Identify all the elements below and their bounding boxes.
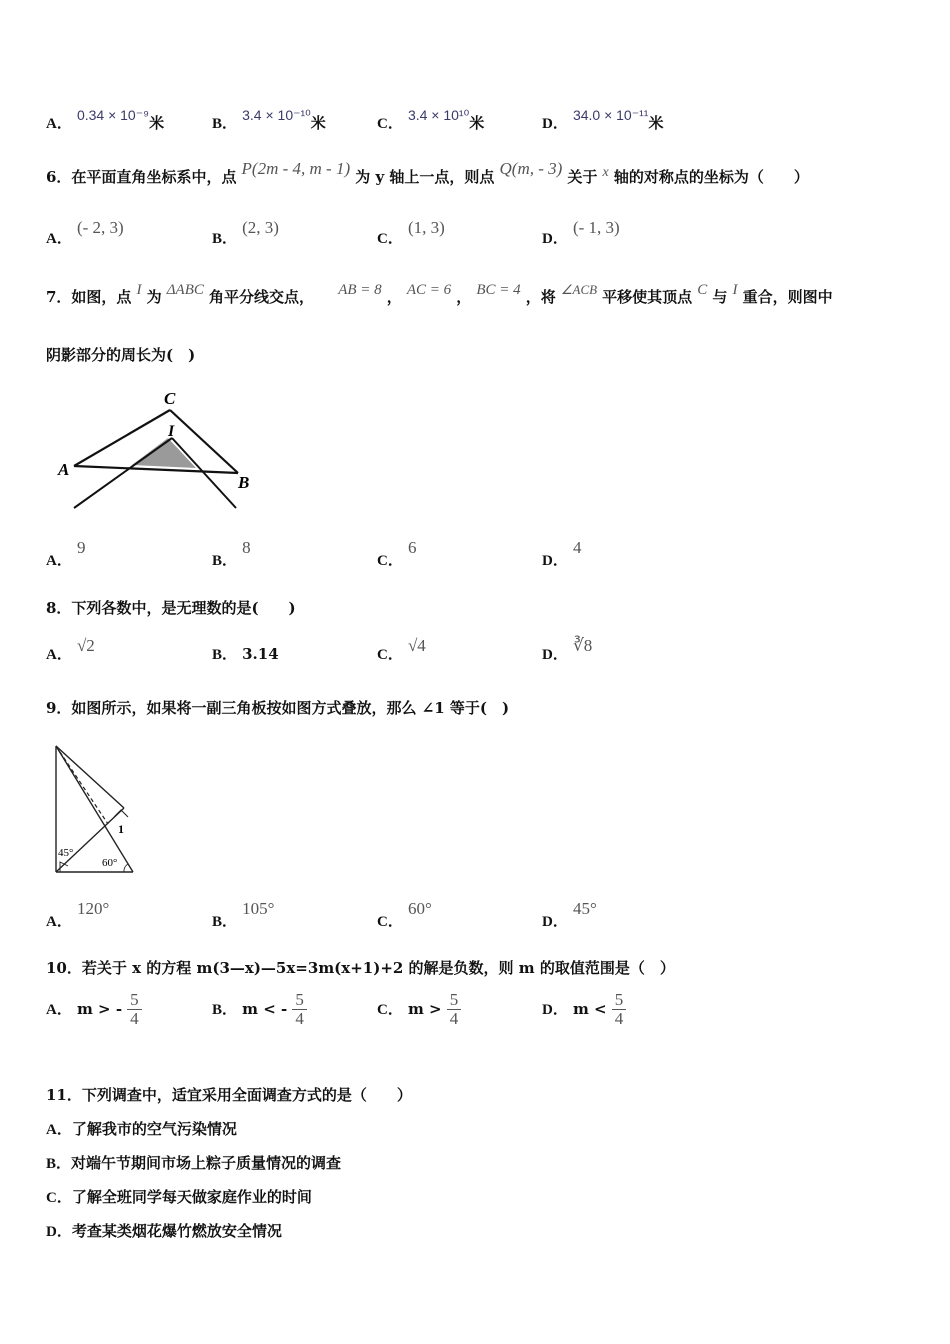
label-45: 45° [58,847,74,859]
q6-mid: 为 y 轴上一点，则点 [355,168,495,186]
option-value: 9 [76,538,86,557]
q11-option-c [46,1186,312,1207]
option-value: 了解我市的空气污染情况 [71,1120,237,1138]
option-value: √2 [76,636,95,655]
q7-option-a [46,538,86,570]
option-letter: A． [46,116,72,132]
option-letter: C． [377,553,403,569]
q9-figure [46,738,146,878]
option-unit: 米 [469,114,485,132]
fraction [447,991,462,1028]
option-relation: m > [407,1000,442,1018]
option-letter: B． [212,553,238,569]
question-9-stem: 9．如图所示，如果将一副三角板按如图方式叠放，那么 ∠1 等于( ) [46,699,510,717]
denominator: 4 [449,1009,459,1028]
q7-option-d [542,538,582,570]
q7-text: 为 [146,288,162,306]
option-value: √4 [407,636,426,655]
q7-point-i: I [732,282,738,298]
option-value: 105° [242,899,275,918]
option-relation: m < - [242,1000,288,1018]
q7-ab: AB = 8 [338,282,382,298]
option-value: (1, 3) [407,218,445,237]
label-c: C [164,389,176,408]
denominator: 4 [130,1009,139,1028]
q11-option-b [46,1152,341,1173]
option-value: 3.14 [242,645,279,663]
option-value: 了解全班同学每天做家庭作业的时间 [71,1188,312,1206]
option-letter: D． [542,116,568,132]
option-value: 60° [407,899,432,918]
fraction [612,991,627,1028]
label-b: B [238,473,250,492]
option-relation: m > - [76,1000,123,1018]
q11-option-a [46,1118,237,1139]
option-letter: D． [542,231,568,247]
question-8-stem: 8．下列各数中，是无理数的是( ) [46,599,296,617]
label-60: 60° [102,857,118,869]
option-value: (- 2, 3) [76,218,124,237]
option-value: 4 [572,538,582,557]
q7-point-i: I [136,282,142,298]
option-value: 对端午节期间市场上粽子质量情况的调查 [71,1154,342,1172]
option-value: 3.4 × 10⁻¹⁰ [242,107,311,123]
option-unit: 米 [310,114,326,132]
q9-option-d [542,899,597,931]
option-relation: m < [572,1000,607,1018]
denominator: 4 [295,1009,304,1028]
option-letter: D． [542,1002,568,1018]
option-unit: 米 [648,114,664,132]
q8-option-a [46,636,95,664]
option-letter: C． [377,116,403,132]
q8-option-d [542,636,593,664]
option-value: 3.4 × 10¹⁰ [407,107,470,123]
denominator: 4 [614,1009,624,1028]
q7-text: 7．如图，点 [46,288,132,306]
option-letter: C． [377,1002,403,1018]
q7-figure [50,380,260,515]
option-value: ∛8 [572,636,593,655]
option-letter: A． [46,1002,72,1018]
option-value: 0.34 × 10⁻⁹ [76,107,150,123]
numerator: 5 [447,991,462,1010]
q6-point-p: P(2m - 4, m - 1) [241,159,351,178]
label-i: I [168,423,175,440]
q10-option-b [212,991,307,1028]
q7-bc: BC = 4 [476,282,521,298]
q5-option-b [212,107,326,133]
question-7-stem [46,282,833,307]
option-letter: B． [46,1156,72,1172]
option-value: 45° [572,899,597,918]
option-value: (2, 3) [242,218,279,237]
fraction [292,991,307,1028]
option-value: 8 [242,538,251,557]
q7-text: 与 [712,288,728,306]
q8-option-b [212,643,279,664]
option-letter: B． [212,914,238,930]
option-letter: B． [212,231,238,247]
q10-option-a [46,991,142,1028]
q7-text: ， [456,288,472,306]
option-value: 考查某类烟花爆竹燃放安全情况 [71,1222,282,1240]
question-10-stem: 10．若关于 x 的方程 m(3—x)—5x=3m(x+1)+2 的解是负数，则 m 的取值范围是（ ） [46,959,675,977]
option-letter: A． [46,1122,72,1138]
q7-text: 角平分线交点， [208,288,314,306]
q6-x-axis: x [602,165,609,180]
numerator: 5 [612,991,627,1010]
q6-option-d [542,218,620,248]
option-letter: D． [542,914,568,930]
q7-text: 重合，则图中 [742,288,833,306]
numerator: 5 [292,991,307,1010]
option-letter: C． [377,231,403,247]
q6-mid2: 关于 [567,168,598,186]
option-letter: B． [212,647,238,663]
q6-option-a [46,218,124,248]
q7-option-c [377,538,417,570]
question-6-stem [46,159,809,187]
q6-point-q: Q(m, - 3) [499,159,563,178]
fraction [127,991,142,1028]
option-letter: D． [46,1224,72,1240]
option-letter: C． [46,1190,72,1206]
option-value: 6 [407,538,417,557]
option-value: 120° [76,899,110,918]
option-letter: C． [377,647,403,663]
q7-vertex-c: C [697,282,708,298]
q7-triangle: ΔABC [166,282,204,298]
question-11-stem: 11．下列调查中，适宜采用全面调查方式的是（ ） [46,1086,412,1104]
option-letter: A． [46,231,72,247]
label-angle-1: 1 [118,822,124,836]
option-unit: 米 [149,114,165,132]
q10-option-d [542,991,626,1028]
q6-option-c [377,218,445,248]
option-letter: A． [46,553,72,569]
q7-text: 平移使其顶点 [602,288,693,306]
option-letter: A． [46,647,72,663]
label-a: A [58,460,70,479]
option-letter: C． [377,914,403,930]
q7-ac: AC = 6 [406,282,452,298]
q8-option-c [377,636,426,664]
q6-suffix: 轴的对称点的坐标为（ ） [613,168,809,186]
q9-option-b [212,899,275,931]
q6-option-b [212,218,279,248]
q10-option-c [377,991,461,1028]
q9-option-c [377,899,432,931]
q7-line2: 阴影部分的周长为( ) [46,346,196,364]
q7-option-b [212,538,251,570]
q6-prefix: 6．在平面直角坐标系中，点 [46,168,237,186]
option-letter: A． [46,914,72,930]
numerator: 5 [127,991,142,1010]
q5-option-c [377,107,485,133]
option-letter: D． [542,553,568,569]
option-value: (- 1, 3) [572,218,620,237]
option-letter: B． [212,1002,238,1018]
option-letter: B． [212,116,238,132]
q11-option-d [46,1220,282,1241]
q7-text: ， [386,288,402,306]
option-letter: D． [542,647,568,663]
q5-option-d [542,107,664,133]
q7-angle: ∠ACB [560,282,598,297]
option-value: 34.0 × 10⁻¹¹ [572,107,649,123]
q5-option-a [46,107,165,133]
q7-text: ，将 [525,288,556,306]
q9-option-a [46,899,110,931]
